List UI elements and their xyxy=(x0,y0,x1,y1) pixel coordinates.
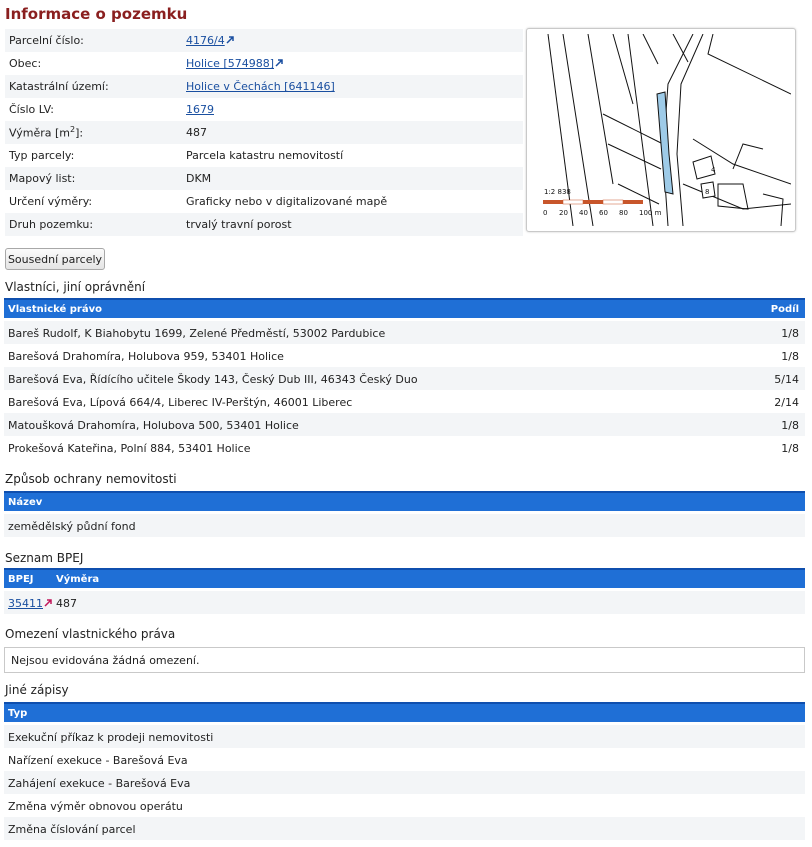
info-row xyxy=(5,29,523,52)
bpej-list xyxy=(4,591,805,614)
page-title: Informace o pozemku xyxy=(5,5,188,23)
info-value: Parcela katastru nemovitostí xyxy=(186,149,344,162)
owner-share: 1/8 xyxy=(781,327,799,340)
restrictions-box xyxy=(4,647,805,673)
cadastral-map-drawing xyxy=(533,34,791,226)
table-row xyxy=(4,514,805,537)
external-link-icon xyxy=(44,598,53,607)
table-row xyxy=(4,817,805,840)
bpej-col-code: BPEJ xyxy=(8,574,34,585)
info-row xyxy=(5,52,523,75)
bpej-header xyxy=(4,568,805,588)
info-row xyxy=(5,190,523,213)
info-row xyxy=(5,167,523,190)
owners-col-right: Vlastnické právo xyxy=(8,304,102,315)
table-row xyxy=(4,794,805,817)
info-label: Typ parcely: xyxy=(9,149,75,162)
bpej-code-link[interactable]: 35411 xyxy=(8,597,43,610)
info-value: DKM xyxy=(182,167,523,190)
other-entry: Změna výměr obnovou operátu xyxy=(8,800,183,813)
info-value: 487 xyxy=(182,121,523,144)
info-value-link[interactable]: Holice v Čechách [641146] xyxy=(186,80,335,93)
protection-name: zemědělský půdní fond xyxy=(8,520,136,533)
protection-col-name: Název xyxy=(8,497,43,508)
info-label: Číslo LV: xyxy=(9,103,55,116)
owners-section-title: Vlastníci, jiní oprávnění xyxy=(5,280,146,294)
table-row xyxy=(4,344,805,367)
info-label: Obec: xyxy=(9,57,42,70)
owner-name: Prokešová Kateřina, Polní 884, 53401 Holice xyxy=(8,442,251,455)
info-row xyxy=(5,75,523,98)
external-link-icon xyxy=(226,35,235,44)
table-row xyxy=(4,436,805,459)
protection-header xyxy=(4,491,805,511)
info-value: trvalý travní porost xyxy=(182,213,523,236)
parcel-map[interactable] xyxy=(526,28,796,232)
bpej-section-title: Seznam BPEJ xyxy=(5,551,84,565)
map-parcel-number: 8 xyxy=(705,188,710,196)
owner-name: Barešová Eva, Lípová 664/4, Liberec IV-Perštýn, 46001 Liberec xyxy=(8,396,353,409)
owner-share: 5/14 xyxy=(774,373,799,386)
bpej-area: 487 xyxy=(56,597,77,610)
other-col-type: Typ xyxy=(8,708,28,719)
table-row xyxy=(4,771,805,794)
info-label: Mapový list: xyxy=(5,167,182,190)
info-value-link[interactable]: Holice [574988] xyxy=(186,57,274,70)
info-label: Parcelní číslo: xyxy=(5,29,182,52)
info-row xyxy=(5,98,523,121)
info-label: Druh pozemku: xyxy=(5,213,182,236)
protection-section-title: Způsob ochrany nemovitosti xyxy=(5,472,177,486)
table-row xyxy=(4,725,805,748)
owner-share: 1/8 xyxy=(781,419,799,432)
info-row xyxy=(5,213,523,236)
table-row xyxy=(4,748,805,771)
neighbors-button[interactable]: Sousední parcely xyxy=(5,248,105,270)
other-list xyxy=(4,725,805,840)
owners-list xyxy=(4,321,805,459)
owner-name: Barešová Eva, Řídícího učitele Škody 143, Český Dub III, 46343 Český Duo xyxy=(8,373,418,386)
other-header xyxy=(4,702,805,722)
table-row xyxy=(4,321,805,344)
info-label: Určení výměry: xyxy=(9,195,93,208)
info-label: Katastrální území: xyxy=(5,75,182,98)
map-scale-tick: 40 xyxy=(579,209,588,217)
other-entry: Exekuční příkaz k prodeji nemovitosti xyxy=(8,731,214,744)
restrictions-section-title: Omezení vlastnického práva xyxy=(5,627,176,641)
table-row xyxy=(4,591,805,614)
restrictions-text: Nejsou evidována žádná omezení. xyxy=(11,654,200,667)
table-row xyxy=(4,367,805,390)
owner-name: Bareš Rudolf, K Biahobytu 1699, Zelené Předměstí, 53002 Pardubice xyxy=(8,327,386,340)
owner-share: 1/8 xyxy=(781,442,799,455)
protection-list xyxy=(4,514,805,537)
map-parcel-number: 4 xyxy=(711,166,716,174)
map-scale-tick: 100 m xyxy=(639,209,662,217)
owner-share: 2/14 xyxy=(774,396,799,409)
other-section-title: Jiné zápisy xyxy=(5,683,69,697)
info-label: Výměra $[m^2]$: xyxy=(5,121,182,144)
other-entry: Nařízení exekuce - Barešová Eva xyxy=(8,754,188,767)
bpej-col-area: Výměra xyxy=(56,574,100,585)
map-scale-tick: 60 xyxy=(599,209,608,217)
table-row xyxy=(4,413,805,436)
info-value: Graficky nebo v digitalizované mapě xyxy=(186,195,388,208)
map-scale-label: 1:2 838 xyxy=(544,188,571,196)
other-entry: Zahájení exekuce - Barešová Eva xyxy=(8,777,191,790)
info-value-link[interactable]: 4176/4 xyxy=(186,34,225,47)
info-row xyxy=(5,144,523,167)
info-row xyxy=(5,121,523,144)
table-row xyxy=(4,390,805,413)
external-link-icon xyxy=(275,58,284,67)
owners-col-share: Podíl xyxy=(770,304,799,315)
info-value-link[interactable]: 1679 xyxy=(186,103,214,116)
map-scale-tick: 0 xyxy=(543,209,548,217)
map-scale-tick: 80 xyxy=(619,209,628,217)
owners-header xyxy=(4,298,805,318)
map-scale-tick: 20 xyxy=(559,209,568,217)
owner-name: Matoušková Drahomíra, Holubova 500, 53401 Holice xyxy=(8,419,299,432)
owner-name: Barešová Drahomíra, Holubova 959, 53401 Holice xyxy=(8,350,284,363)
parcel-info-table xyxy=(5,29,523,236)
owner-share: 1/8 xyxy=(781,350,799,363)
other-entry: Změna číslování parcel xyxy=(8,823,136,836)
